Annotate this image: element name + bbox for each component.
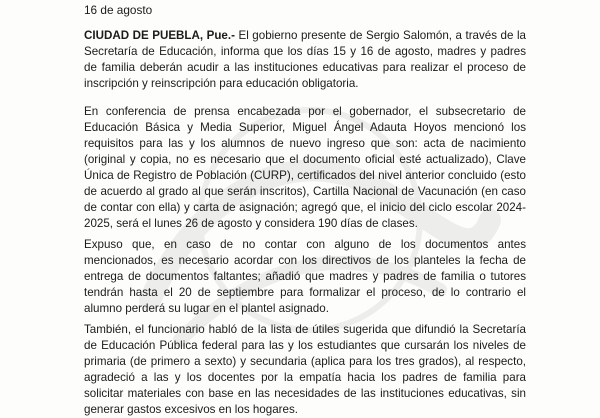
paragraph-3: Expuso que, en caso de no contar con alguno de los documentos antes mencionados, es necesario acordar con los directivos de los planteles la fecha de entrega de documentos faltantes; añadió que madres y padres de familia o tutores tendrán hasta el 20 de septiembre para formalizar el proceso, de lo contrario el alumno perderá su lugar en el plantel asignado. xyxy=(84,238,526,315)
press-date: 16 de agosto xyxy=(84,3,153,17)
paragraph-4: También, el funcionario habló de la lista de útiles sugerida que difundió la Secretaría de Educación Pública federal para las y los estudiantes que cursarán los niveles de primaria (de primero a sexto) y secundaria (aplica para los tres grados), al respecto, agradeció a las y los docentes por la empatía hacia los padres de familia para solicitar materiales con base en las necesidades de las instituciones educativas, sin generar gastos excesivos en los hogares. xyxy=(84,323,526,416)
paragraph-2: En conferencia de prensa encabezada por el gobernador, el subsecretario de Educación Básica y Media Superior, Miguel Ángel Adauta Hoyos mencionó los requisitos para las y los alumnos de nuevo ingreso que son: acta de nacimiento (original y copia, no es necesario que el documento oficial esté actualizado), Clave Única de Registro de Población (CURP), certificados del nivel anterior concluido (esto de acuerdo al grado al que serán inscritos), Cartilla Nacional de Vacunación (en caso de contar con ella) y carta de asignación; agregó que, el inicio del ciclo escolar 2024-2025, será el lunes 26 de agosto y considera 190 días de clases. xyxy=(84,105,526,230)
paragraph-1-text: El gobierno presente de Sergio Salomón, a través de la Secretaría de Educación, informa que los días 15 y 16 de agosto, madres y padres de familia deberán acudir a las instituciones educativas para realizar el proceso de inscripción y reinscripción para educación obligatoria. xyxy=(84,29,526,90)
paragraph-1 xyxy=(84,28,526,92)
dateline-location: CIUDAD DE PUEBLA, Pue.- xyxy=(84,29,235,42)
